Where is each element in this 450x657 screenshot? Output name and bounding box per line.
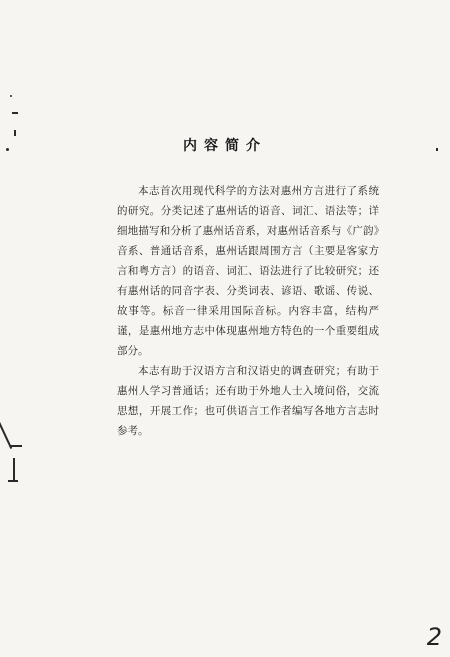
scan-speck [10, 445, 22, 447]
scan-speck [12, 112, 18, 114]
paragraph: 本志首次用现代科学的方法对惠州方言进行了系统的研究。分类记述了惠州话的语音、词汇、语法等；详细地描写和分析了惠州话音系，对惠州话音系与《广韵》音系、普通话音系，惠州话跟周围方言（主要是客家方言和粤方言）的语音、词汇、语法进行了比较研究；还有惠州话的同音字表、分类词表、谚语、歌谣、传说、故事等。标音一律采用国际音标。内容丰富，结构严谨，是惠州地方志中体现惠州地方特色的一个重要组成部分。 [117, 185, 379, 357]
page-number: 2 [426, 623, 442, 651]
scan-speck [10, 95, 12, 97]
page-title: 内容简介 [183, 138, 267, 154]
paragraph: 本志有助于汉语方言和汉语史的调查研究；有助于惠州人学习普通话；还有助于外地人士入境问俗，交流思想，开展工作；也可供语言工作者编写各地方言志时参考。 [117, 365, 379, 437]
scan-speck [13, 458, 15, 480]
summary-body [117, 181, 379, 441]
scan-speck [8, 480, 18, 482]
